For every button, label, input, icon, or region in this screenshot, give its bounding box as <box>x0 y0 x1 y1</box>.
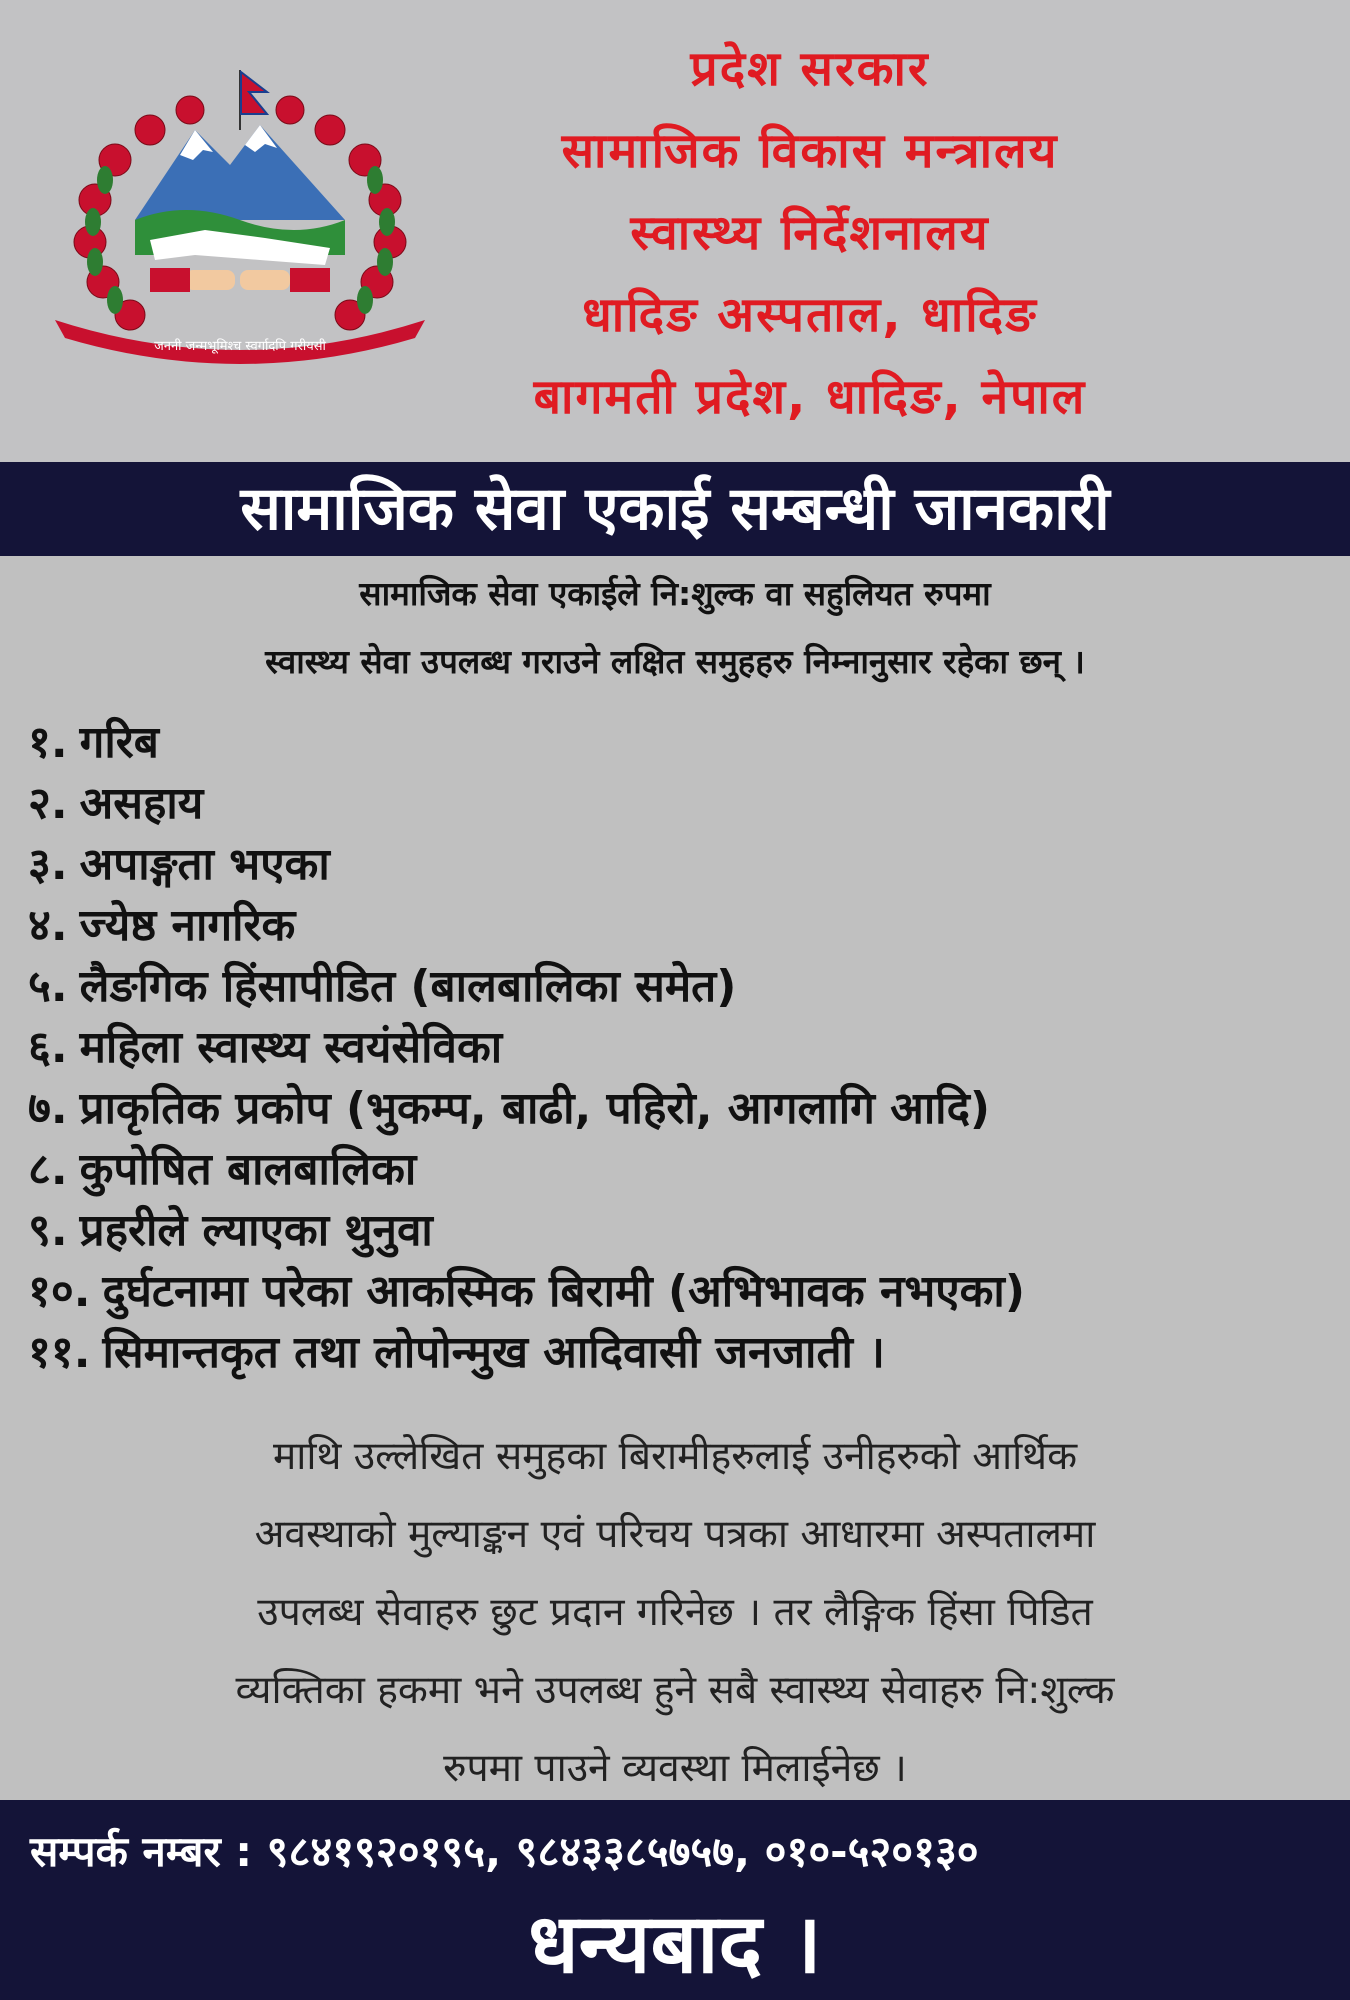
list-text: प्रहरीले ल्याएका थुनुवा <box>79 1205 433 1256</box>
paragraph-line: अवस्थाको मुल्याङ्कन एवं परिचय पत्रका आधारमा अस्पतालमा <box>254 1512 1096 1557</box>
header <box>0 0 1350 462</box>
intro-text <box>0 560 1350 696</box>
list-item <box>28 712 1348 773</box>
government-title-block <box>400 28 1220 438</box>
contact-numbers: सम्पर्क नम्बर : ९८४१९२०१९५, ९८४३३८५७५७, ०१०-५२०१३० <box>30 1827 979 1876</box>
nepal-emblem-icon <box>55 70 425 370</box>
list-item <box>28 1139 1348 1200</box>
paragraph-line: व्यक्तिका हकमा भने उपलब्ध हुने सबै स्वास्थ्य सेवाहरु नि:शुल्क <box>235 1668 1115 1713</box>
gov-line-hospital: धादिङ अस्पताल, धादिङ <box>582 287 1038 343</box>
gov-line-address: बागमती प्रदेश, धादिङ, नेपाल <box>533 369 1087 425</box>
list-item <box>28 834 1348 895</box>
list-number: १०. <box>28 1266 91 1317</box>
list-text: असहाय <box>79 778 204 829</box>
list-text: दुर्घटनामा परेका आकस्मिक बिरामी (अभिभावक नभएका) <box>102 1266 1025 1317</box>
list-text: गरिब <box>79 717 159 768</box>
list-item <box>28 1322 1348 1383</box>
list-item <box>28 1017 1348 1078</box>
list-text: प्राकृतिक प्रकोप (भुकम्प, बाढी, पहिरो, आगलागि आदि) <box>79 1083 991 1134</box>
list-number: ७. <box>28 1083 68 1134</box>
target-groups-list <box>28 712 1348 1383</box>
emblem-motto: जननी जन्मभूमिश्च स्वर्गादपि गरीयसी <box>154 339 326 354</box>
list-text: ज्येष्ठ नागरिक <box>79 900 296 951</box>
list-number: ११. <box>28 1327 91 1378</box>
footer <box>0 1800 1350 2000</box>
list-number: ६. <box>28 1022 68 1073</box>
page-title: सामाजिक सेवा एकाई सम्बन्धी जानकारी <box>0 462 1350 556</box>
list-item <box>28 895 1348 956</box>
paragraph-line: उपलब्ध सेवाहरु छुट प्रदान गरिनेछ । तर लैङ्गिक हिंसा पिडित <box>257 1590 1093 1635</box>
list-item <box>28 1078 1348 1139</box>
policy-paragraph <box>20 1418 1330 1808</box>
list-number: १. <box>28 717 68 768</box>
list-number: ३. <box>28 839 68 890</box>
thank-you-text: धन्यबाद । <box>528 1897 822 1992</box>
list-text: सिमान्तकृत तथा लोपोन्मुख आदिवासी जनजाती । <box>102 1327 885 1378</box>
intro-line: सामाजिक सेवा एकाईले नि:शुल्क वा सहुलियत रुपमा <box>359 574 991 613</box>
list-number: ४. <box>28 900 68 951</box>
list-text: लैङगिक हिंसापीडित (बालबालिका समेत) <box>79 961 737 1012</box>
intro-line: स्वास्थ्य सेवा उपलब्ध गराउने लक्षित समुहहरु निम्नानुसार रहेका छन् । <box>265 642 1085 681</box>
list-text: कुपोषित बालबालिका <box>79 1144 417 1195</box>
gov-line-province: प्रदेश सरकार <box>690 41 930 97</box>
list-text: अपाङ्गता भएका <box>79 839 330 890</box>
list-item <box>28 1200 1348 1261</box>
list-item <box>28 1261 1348 1322</box>
list-text: महिला स्वास्थ्य स्वयंसेविका <box>79 1022 503 1073</box>
paragraph-line: रुपमा पाउने व्यवस्था मिलाईनेछ । <box>443 1746 907 1791</box>
list-number: २. <box>28 778 68 829</box>
gov-line-directorate: स्वास्थ्य निर्देशनालय <box>630 205 990 261</box>
list-number: ५. <box>28 961 68 1012</box>
list-number: ८. <box>28 1144 68 1195</box>
list-item <box>28 956 1348 1017</box>
paragraph-line: माथि उल्लेखित समुहका बिरामीहरुलाई उनीहरुको आर्थिक <box>272 1434 1078 1479</box>
gov-line-ministry: सामाजिक विकास मन्त्रालय <box>561 123 1059 179</box>
list-item <box>28 773 1348 834</box>
list-number: ९. <box>28 1205 68 1256</box>
